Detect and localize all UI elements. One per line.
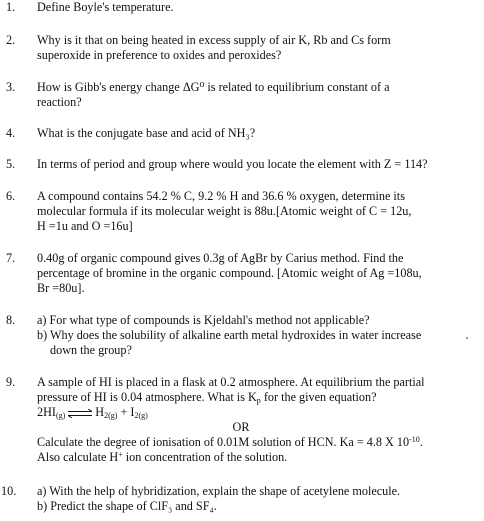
question-text: 0.40g of organic compound gives 0.3g of AgBr by Carius method. Find the <box>37 251 404 265</box>
question-number: 5. <box>6 157 16 171</box>
question-text: a) For what type of compounds is Kjeldahl's method not applicable? <box>37 313 370 327</box>
question-text-kp <box>37 390 482 405</box>
question-number: 7. <box>6 251 16 265</box>
product-i2: + I <box>117 405 135 419</box>
question-number: 3. <box>6 80 16 94</box>
question-text: for the given equation? <box>263 390 377 404</box>
question-text-ka <box>37 435 482 450</box>
question-text: A sample of HI is placed in a flask at 0.2 atmosphere. At equilibrium the partial <box>37 375 425 389</box>
product-i2-state: 2(g) <box>134 411 148 420</box>
question-text-h-ion <box>37 450 482 465</box>
question-number: 2. <box>6 33 16 47</box>
product-h2-state: 2(g) <box>104 411 118 420</box>
question-text: H =1u and O =16u] <box>37 219 133 233</box>
question-text: ion concentration of the solution. <box>122 450 288 464</box>
product-h2: H <box>95 405 105 419</box>
question-text: pressure of HI is 0.04 atmosphere. What is K <box>37 390 257 404</box>
question-text: In terms of period and group where would you locate the element with Z = 114? <box>37 157 428 171</box>
question-number: 9. <box>6 375 16 389</box>
question-text: How is Gibb's energy change ΔG⁰ is related to equilibrium constant of a <box>37 80 390 94</box>
charge: + <box>118 450 123 459</box>
question-text: reaction? <box>37 95 82 109</box>
reactant: 2HI <box>37 405 56 419</box>
question-text: b) Why does the solubility of alkaline earth metal hydroxides in water increase <box>37 328 422 342</box>
question-text: Br =80u]. <box>37 281 85 295</box>
question-text: Also calculate H <box>37 450 119 464</box>
reactant-state: (g) <box>55 411 66 420</box>
equilibrium-arrow-icon <box>67 409 93 418</box>
question-text: percentage of bromine in the organic compound. [Atomic weight of Ag =108u, <box>37 266 422 280</box>
exponent: -10 <box>409 435 420 444</box>
question-text: superoxide in preference to oxides and peroxides? <box>37 48 282 62</box>
question-text: b) Predict the shape of ClF₃ and SF₄. <box>37 499 217 513</box>
question-text: What is the conjugate base and acid of NH₃? <box>37 126 256 140</box>
question-text: Why is it that on being heated in excess supply of air K, Rb and Cs form <box>37 33 391 47</box>
question-number: 4. <box>6 126 16 140</box>
stray-mark <box>466 337 468 339</box>
question-number: 1. <box>6 0 16 14</box>
question-text: molecular formula if its molecular weight is 88u.[Atomic weight of C = 12u, <box>37 204 412 218</box>
kp-subscript: p <box>256 396 261 405</box>
question-text: A compound contains 54.2 % C, 9.2 % H and 36.6 % oxygen, determine its <box>37 189 405 203</box>
question-text: Calculate the degree of ionisation of 0.01M solution of HCN. Ka = 4.8 X 10 <box>37 435 410 449</box>
question-number: 10. <box>1 484 17 498</box>
or-separator: OR <box>232 420 250 434</box>
equilibrium-equation <box>37 405 482 420</box>
question-number: 6. <box>6 189 16 203</box>
question-text: down the group? <box>50 343 132 357</box>
question-text: Define Boyle's temperature. <box>37 0 174 14</box>
question-text: a) With the help of hybridization, explain the shape of acetylene molecule. <box>37 484 401 498</box>
question-number: 8. <box>6 313 16 327</box>
question-text: . <box>419 435 423 449</box>
